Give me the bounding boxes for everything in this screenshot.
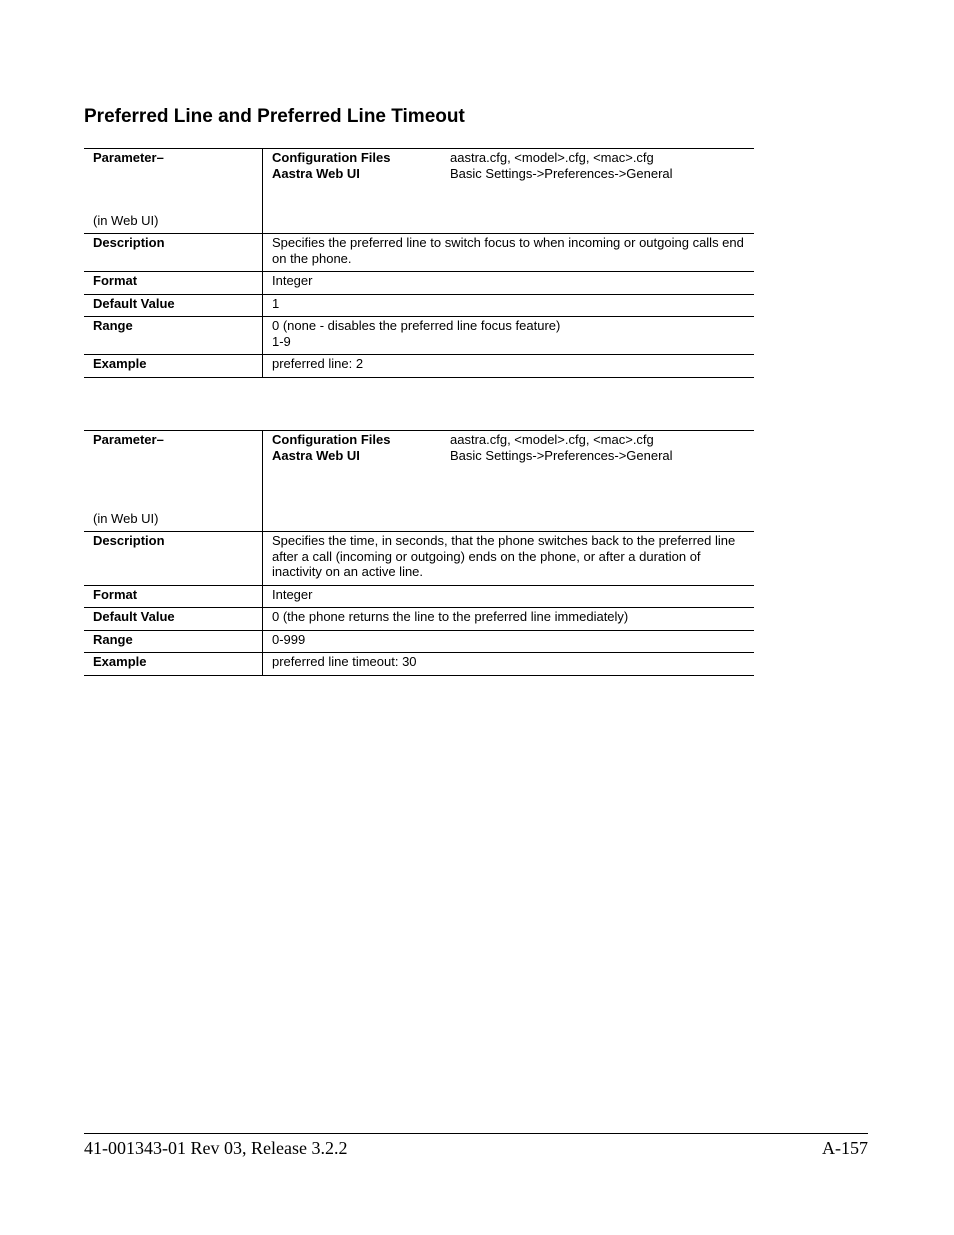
range-value: 0-999 (272, 631, 306, 647)
footer-divider (84, 1133, 868, 1134)
example-label: Example (84, 653, 263, 676)
web-ui-row (272, 166, 745, 182)
config-files-value: aastra.cfg, <model>.cfg, <mac>.cfg (450, 432, 654, 447)
description-value: Specifies the preferred line to switch focus to when incoming or outgoing calls end on the phone. (272, 235, 744, 266)
description-label: Description (84, 532, 263, 586)
range-line-1: 0 (none - disables the preferred line focus feature) (272, 318, 561, 333)
web-ui-row (272, 448, 745, 464)
config-files-row (272, 150, 745, 166)
section-heading: Preferred Line and Preferred Line Timeout (84, 106, 465, 127)
parameter-label-cell (84, 149, 263, 234)
config-files-label: Configuration Files (272, 432, 391, 447)
range-value (263, 317, 755, 355)
web-ui-value: Basic Settings->Preferences->General (450, 165, 673, 181)
parameter-value-cell (263, 149, 755, 234)
default-value-label: Default Value (84, 608, 263, 631)
example-value: preferred line timeout: 30 (272, 654, 417, 669)
parameter-sub-label: (in Web UI) (93, 510, 159, 526)
web-ui-label: Aastra Web UI (272, 447, 360, 463)
example-value: preferred line: 2 (272, 356, 364, 371)
default-value: 1 (272, 295, 280, 311)
parameter-label-cell (84, 431, 263, 532)
default-value-label: Default Value (84, 294, 263, 317)
config-files-row (272, 432, 745, 448)
format-value: Integer (272, 586, 313, 602)
preferred-line-timeout-table (84, 430, 754, 676)
description-value: Specifies the time, in seconds, that the phone switches back to the preferred line after a call (incoming or outgoing) ends on the phone, or after a duration of inactivity on an active line. (272, 533, 736, 579)
range-label: Range (84, 630, 263, 653)
parameter-value-cell (263, 431, 755, 532)
range-line-2: 1-9 (272, 333, 291, 349)
preferred-line-table (84, 148, 754, 378)
description-label: Description (84, 234, 263, 272)
example-label: Example (84, 355, 263, 378)
footer-doc-id: 41-001343-01 Rev 03, Release 3.2.2 (84, 1138, 348, 1158)
format-label: Format (84, 585, 263, 608)
parameter-label: Parameter– (93, 150, 164, 165)
config-files-value: aastra.cfg, <model>.cfg, <mac>.cfg (450, 150, 654, 165)
default-value: 0 (the phone returns the line to the preferred line immediately) (272, 609, 629, 624)
parameter-sub-label: (in Web UI) (93, 212, 159, 228)
format-label: Format (84, 272, 263, 295)
format-value: Integer (272, 273, 313, 288)
web-ui-label: Aastra Web UI (272, 165, 360, 181)
config-files-label: Configuration Files (272, 150, 391, 165)
footer-page-number: A-157 (822, 1138, 868, 1158)
range-label: Range (84, 317, 263, 355)
web-ui-value: Basic Settings->Preferences->General (450, 447, 673, 463)
parameter-label: Parameter– (93, 432, 164, 447)
